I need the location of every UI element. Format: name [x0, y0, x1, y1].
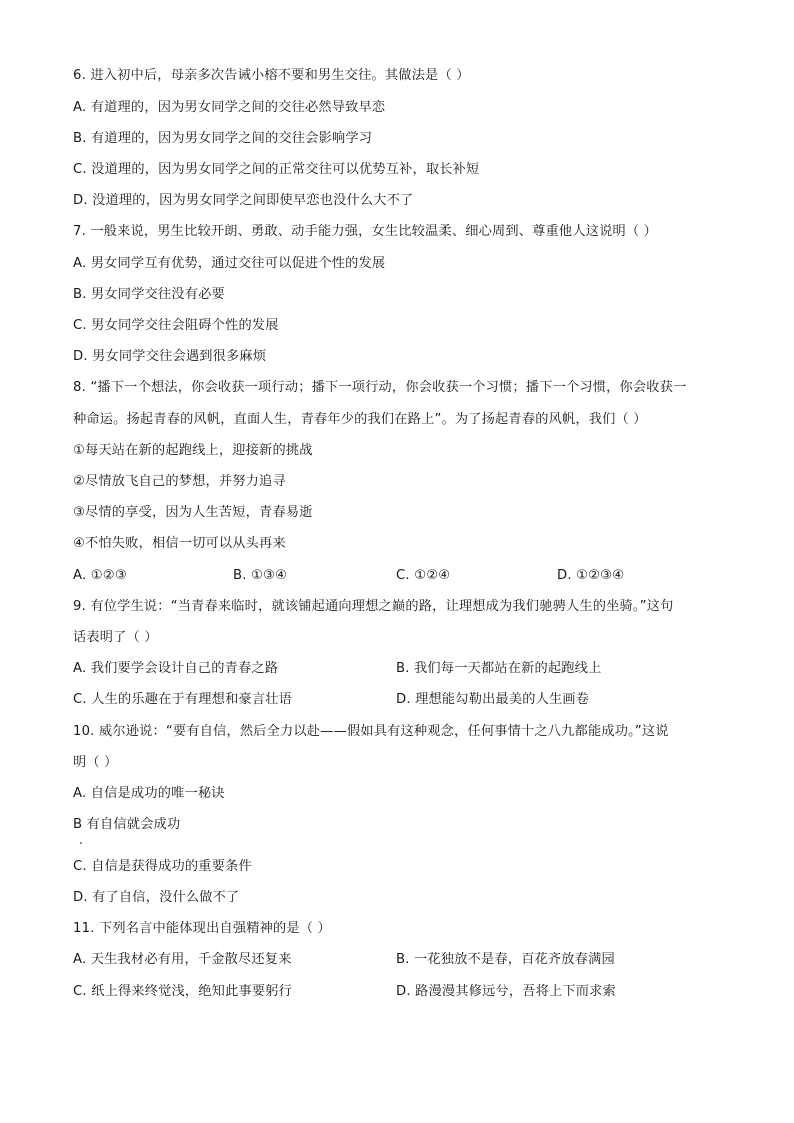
q9-stem-line1: 9. 有位学生说：“当青春来临时，就该铺起通向理想之巅的路，让理想成为我们驰骋人生的坐骑。”这句 — [73, 599, 674, 614]
q8-option-c: C. ①②④ — [396, 568, 451, 583]
q7-option-c: C. 男女同学交往会阻碍个性的发展 — [73, 318, 279, 333]
q7-option-b: B. 男女同学交往没有必要 — [73, 287, 225, 302]
q8-stem-line1: 8. “播下一个想法，你会收获一项行动；播下一项行动，你会收获一个习惯；播下一个习惯，你会收获一 — [73, 380, 687, 395]
q6-option-b: B. 有道理的，因为男女同学之间的交往会影响学习 — [73, 131, 373, 146]
q9-option-c: C. 人生的乐趣在于有理想和豪言壮语 — [73, 692, 293, 707]
stray-dot — [80, 842, 82, 844]
q8-option-d: D. ①②③④ — [557, 568, 625, 583]
q10-stem-line1: 10. 威尔逊说：“要有自信，然后全力以赴——假如具有这种观念，任何事情十之八九都能成功。”这说 — [73, 724, 669, 739]
q8-option-b: B. ①③④ — [233, 568, 288, 583]
q11-option-c: C. 纸上得来终觉浅，绝知此事要躬行 — [73, 984, 293, 999]
q11-option-d: D. 路漫漫其修远兮，吾将上下而求索 — [396, 984, 616, 999]
q11-option-b: B. 一花独放不是春，百花齐放春满园 — [396, 952, 615, 967]
q9-option-d: D. 理想能勾勒出最美的人生画卷 — [396, 692, 590, 707]
q11-stem: 11. 下列名言中能体现出自强精神的是（ ） — [73, 921, 331, 936]
q10-option-b: B 有自信就会成功 — [73, 817, 181, 832]
q11-option-a: A. 天生我材必有用，千金散尽还复来 — [73, 952, 292, 967]
q6-option-a: A. 有道理的，因为男女同学之间的交往必然导致早恋 — [73, 100, 386, 115]
q8-statement-2: ②尽情放飞自己的梦想，并努力追寻 — [73, 474, 286, 489]
q8-stem-line2: 种命运。扬起青春的风帆，直面人生，青春年少的我们在路上”。为了扬起青春的风帆，我们（ ） — [73, 412, 647, 427]
q7-option-d: D. 男女同学交往会遇到很多麻烦 — [73, 349, 267, 364]
q6-option-d: D. 没道理的，因为男女同学之间即使早恋也没什么大不了 — [73, 193, 414, 208]
q10-option-c: C. 自信是获得成功的重要条件 — [73, 859, 252, 874]
q8-statement-4: ④不怕失败，相信一切可以从头再来 — [73, 536, 286, 551]
q7-option-a: A. 男女同学互有优势，通过交往可以促进个性的发展 — [73, 256, 386, 271]
q9-stem-line2: 话表明了（ ） — [73, 630, 158, 645]
q6-option-c: C. 没道理的，因为男女同学之间的正常交往可以优势互补，取长补短 — [73, 162, 480, 177]
q8-option-a: A. ①②③ — [73, 568, 127, 583]
q8-statement-1: ①每天站在新的起跑线上，迎接新的挑战 — [73, 443, 313, 458]
q6-stem: 6. 进入初中后，母亲多次告诫小榕不要和男生交往。其做法是（ ） — [73, 68, 470, 83]
q8-statement-3: ③尽情的享受，因为人生苦短，青春易逝 — [73, 505, 313, 520]
q10-stem-line2: 明（ ） — [73, 755, 118, 770]
q10-option-a: A. 自信是成功的唯一秘诀 — [73, 786, 225, 801]
q9-option-b: B. 我们每一天都站在新的起跑线上 — [396, 661, 602, 676]
q10-option-d: D. 有了自信，没什么做不了 — [73, 890, 240, 905]
q9-option-a: A. 我们要学会设计自己的青春之路 — [73, 661, 279, 676]
q7-stem: 7. 一般来说，男生比较开朗、勇敢、动手能力强，女生比较温柔、细心周到、尊重他人这说明（ ） — [73, 224, 658, 239]
